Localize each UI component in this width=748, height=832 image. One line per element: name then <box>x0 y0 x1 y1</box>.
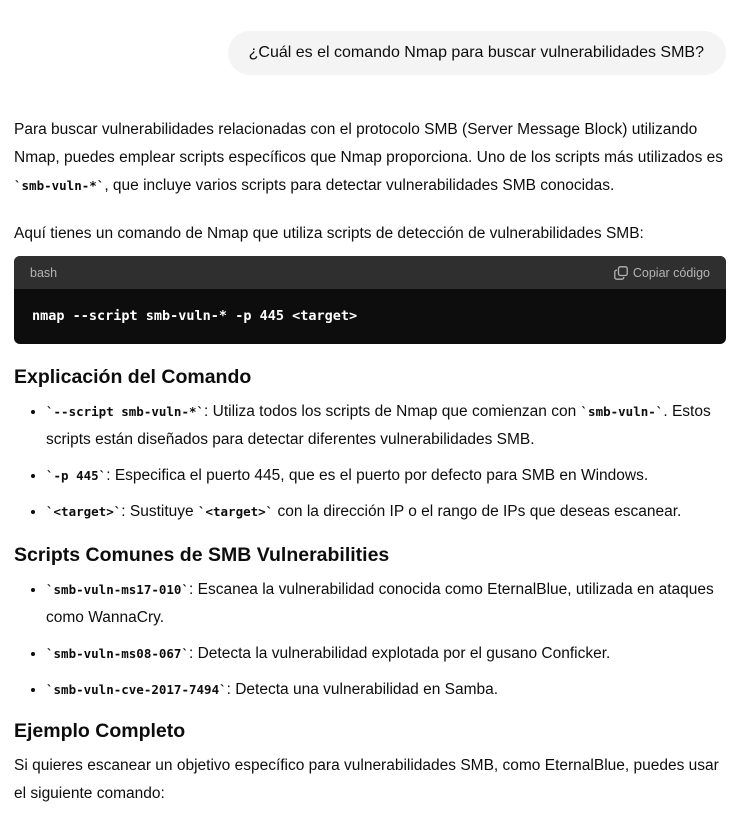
inline-code: `smb-vuln-cve-2017-7494` <box>46 682 227 697</box>
explanation-list <box>14 398 726 526</box>
inline-code: `smb-vuln-ms08-067` <box>46 646 189 661</box>
inline-code: `-p 445` <box>46 468 107 483</box>
copy-code-button[interactable] <box>614 266 710 280</box>
inline-code: `<target>` <box>197 504 274 519</box>
list-item <box>46 676 726 704</box>
assistant-response <box>14 116 726 808</box>
inline-code: `smb-vuln-ms17-010` <box>46 582 189 597</box>
list-item-text: con la dirección IP o el rango de IPs que deseas escanear. <box>273 503 682 520</box>
code-block <box>14 256 726 344</box>
list-item-text: : Detecta una vulnerabilidad en Samba. <box>226 681 499 698</box>
list-item <box>46 640 726 668</box>
inline-code: `smb-vuln-` <box>580 404 664 419</box>
code-block-header <box>14 256 726 289</box>
user-message-row <box>228 31 726 75</box>
section-heading-scripts: Scripts Comunes de SMB Vulnerabilities <box>14 544 390 566</box>
section-heading-example: Ejemplo Completo <box>14 720 186 742</box>
copy-code-label: Copiar código <box>632 265 710 280</box>
scripts-list <box>14 576 726 704</box>
list-item <box>46 462 726 490</box>
code-language-label: bash <box>30 265 58 280</box>
list-item-text: : Sustituye <box>121 503 198 520</box>
inline-code: `<target>` <box>46 504 122 519</box>
list-item <box>46 498 726 526</box>
code-content[interactable]: nmap --script smb-vuln-* -p 445 <target> <box>32 308 358 324</box>
intro-text: Para buscar vulnerabilidades relacionadas con el protocolo SMB (Server Message Block) utilizando Nmap, puedes emplear scripts específicos que Nmap proporciona. Uno de los scripts más utilizados es <box>14 121 724 166</box>
inline-code: `smb-vuln-*` <box>14 178 105 193</box>
inline-code: `--script smb-vuln-*` <box>46 404 205 419</box>
user-message: ¿Cuál es el comando Nmap para buscar vulnerabilidades SMB? <box>228 31 726 75</box>
intro-paragraph <box>14 116 726 200</box>
lead-paragraph: Aquí tienes un comando de Nmap que utiliza scripts de detección de vulnerabilidades SMB: <box>14 225 644 242</box>
list-item-text: : Escanea la vulnerabilidad conocida como EternalBlue, utilizada en ataques como WannaCry. <box>46 581 714 626</box>
list-item <box>46 398 726 454</box>
list-item-text: . Estos scripts están diseñados para detectar diferentes vulnerabilidades SMB. <box>46 403 711 448</box>
list-item <box>46 576 726 632</box>
copy-icon <box>614 266 628 280</box>
list-item-text: : Utiliza todos los scripts de Nmap que comienzan con <box>204 403 581 420</box>
list-item-text: : Detecta la vulnerabilidad explotada por el gusano Conficker. <box>189 645 611 662</box>
intro-text-end: , que incluye varios scripts para detectar vulnerabilidades SMB conocidas. <box>104 177 615 194</box>
list-item-text: : Especifica el puerto 445, que es el puerto por defecto para SMB en Windows. <box>106 467 649 484</box>
example-paragraph: Si quieres escanear un objetivo específico para vulnerabilidades SMB, como EternalBlue, puedes usar el siguiente comando: <box>14 757 719 802</box>
section-heading-explanation: Explicación del Comando <box>14 366 252 388</box>
